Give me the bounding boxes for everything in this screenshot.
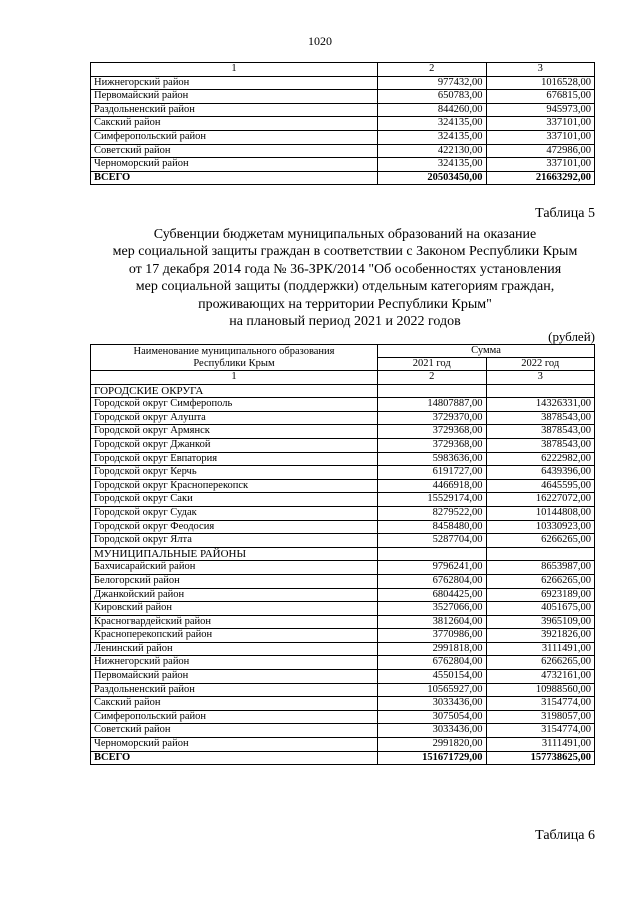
row-name: Городской округ Феодосия [91, 520, 378, 534]
table-row [91, 117, 595, 131]
colnum-3: 3 [486, 371, 595, 385]
row-value-1: 3033436,00 [378, 724, 487, 738]
row-value-1: 3770986,00 [378, 629, 487, 643]
row-value-2: 3878543,00 [486, 411, 595, 425]
section-row [91, 384, 595, 398]
table-row [91, 425, 595, 439]
row-value-2: 3154774,00 [486, 724, 595, 738]
table-row [91, 130, 595, 144]
colnum-2: 2 [378, 63, 487, 77]
table-row [91, 629, 595, 643]
table-row [91, 520, 595, 534]
row-name: Симферопольский район [91, 130, 378, 144]
row-value-1: 3729368,00 [378, 438, 487, 452]
row-value-2: 3111491,00 [486, 642, 595, 656]
row-name: Черноморский район [91, 738, 378, 752]
row-value-2: 6266265,00 [486, 656, 595, 670]
row-value-2: 3154774,00 [486, 697, 595, 711]
row-value-1: 3527066,00 [378, 602, 487, 616]
row-value-2: 14326331,00 [486, 398, 595, 412]
header-2021: 2021 год [378, 358, 487, 371]
row-name: Сакский район [91, 697, 378, 711]
row-value-1: 977432,00 [378, 76, 487, 90]
row-name: Городской округ Судак [91, 506, 378, 520]
table-row [91, 479, 595, 493]
row-value-1: 422130,00 [378, 144, 487, 158]
row-value-1: 3033436,00 [378, 697, 487, 711]
row-name: Раздольненский район [91, 683, 378, 697]
row-name: Джанкойский район [91, 588, 378, 602]
row-value-2: 21663292,00 [486, 171, 595, 185]
table-row [91, 103, 595, 117]
row-value-1: 2991820,00 [378, 738, 487, 752]
row-name: Черноморский район [91, 158, 378, 172]
row-value-2: 945973,00 [486, 103, 595, 117]
table-row [91, 738, 595, 752]
colnum-1: 1 [91, 63, 378, 77]
row-value-2: 676815,00 [486, 90, 595, 104]
table-row [91, 670, 595, 684]
table-row [91, 506, 595, 520]
empty-cell [378, 547, 487, 561]
title-line: на плановый период 2021 и 2022 годов [229, 314, 461, 330]
table-row [91, 534, 595, 548]
row-value-1: 844260,00 [378, 103, 487, 117]
table-row [91, 656, 595, 670]
row-value-2: 6266265,00 [486, 534, 595, 548]
colnum-2: 2 [378, 371, 487, 385]
row-name: Сакский район [91, 117, 378, 131]
row-value-1: 8279522,00 [378, 506, 487, 520]
row-value-1: 4466918,00 [378, 479, 487, 493]
table-row [91, 710, 595, 724]
table-row [91, 90, 595, 104]
row-value-1: 20503450,00 [378, 171, 487, 185]
table-row [91, 697, 595, 711]
table-row [91, 438, 595, 452]
row-value-1: 6804425,00 [378, 588, 487, 602]
row-name: Городской округ Саки [91, 493, 378, 507]
row-value-2: 16227072,00 [486, 493, 595, 507]
row-name: Ленинский район [91, 642, 378, 656]
header-name [91, 345, 378, 371]
table-header-row [91, 63, 595, 77]
table-5-title [80, 226, 610, 330]
row-value-1: 9796241,00 [378, 561, 487, 575]
row-value-1: 3075054,00 [378, 710, 487, 724]
row-name: Городской округ Армянск [91, 425, 378, 439]
row-value-1: 2991818,00 [378, 642, 487, 656]
row-value-1: 3729370,00 [378, 411, 487, 425]
title-line: мер социальной защиты (поддержки) отдельным категориям граждан, [135, 279, 555, 295]
table-row [91, 158, 595, 172]
row-name: Красноперекопский район [91, 629, 378, 643]
row-value-2: 337101,00 [486, 130, 595, 144]
table-row [91, 615, 595, 629]
table-5-label: Таблица 5 [535, 206, 595, 221]
row-value-2: 10144808,00 [486, 506, 595, 520]
title-line: от 17 декабря 2014 года № 36-ЗРК/2014 "Об особенностях установления [128, 261, 562, 277]
row-value-1: 14807887,00 [378, 398, 487, 412]
table-row [91, 683, 595, 697]
row-name: ВСЕГО [91, 751, 378, 765]
row-value-1: 5287704,00 [378, 534, 487, 548]
row-value-2: 3921826,00 [486, 629, 595, 643]
table-6-label: Таблица 6 [535, 828, 595, 843]
row-value-1: 3812604,00 [378, 615, 487, 629]
row-value-1: 15529174,00 [378, 493, 487, 507]
table-row [91, 642, 595, 656]
row-value-1: 6762804,00 [378, 574, 487, 588]
header-name-line: Республики Крым [193, 357, 275, 369]
row-name: Советский район [91, 724, 378, 738]
row-name: Бахчисарайский район [91, 561, 378, 575]
row-name: Городской округ Джанкой [91, 438, 378, 452]
row-value-1: 650783,00 [378, 90, 487, 104]
row-value-1: 3729368,00 [378, 425, 487, 439]
section-title: МУНИЦИПАЛЬНЫЕ РАЙОНЫ [91, 547, 378, 561]
header-name-line: Наименование муниципального образования [133, 345, 335, 357]
row-name: Симферопольский район [91, 710, 378, 724]
table-row [91, 588, 595, 602]
empty-cell [486, 384, 595, 398]
row-value-1: 8458480,00 [378, 520, 487, 534]
row-value-2: 472986,00 [486, 144, 595, 158]
header-sum: Сумма [378, 345, 595, 358]
table-5 [90, 344, 595, 765]
row-value-1: 4550154,00 [378, 670, 487, 684]
row-value-2: 1016528,00 [486, 76, 595, 90]
section-row [91, 547, 595, 561]
table-row [91, 452, 595, 466]
row-name: Кировский район [91, 602, 378, 616]
table-continued [90, 62, 595, 185]
table-row [91, 724, 595, 738]
title-line: мер социальной защиты граждан в соответствии с Законом Республики Крым [112, 244, 578, 260]
header-2022: 2022 год [486, 358, 595, 371]
row-name: Советский район [91, 144, 378, 158]
page-number: 1020 [308, 34, 332, 48]
row-name: Городской округ Алушта [91, 411, 378, 425]
row-value-2: 337101,00 [486, 117, 595, 131]
row-value-1: 5983636,00 [378, 452, 487, 466]
row-value-1: 10565927,00 [378, 683, 487, 697]
row-value-1: 6762804,00 [378, 656, 487, 670]
row-value-2: 157738625,00 [486, 751, 595, 765]
table-row [91, 561, 595, 575]
table-row [91, 398, 595, 412]
empty-cell [486, 547, 595, 561]
colnum-3: 3 [486, 63, 595, 77]
title-line: Субвенции бюджетам муниципальных образований на оказание [153, 227, 537, 242]
row-value-2: 3965109,00 [486, 615, 595, 629]
row-value-1: 324135,00 [378, 117, 487, 131]
row-name: Нижнегорский район [91, 76, 378, 90]
row-value-1: 324135,00 [378, 158, 487, 172]
row-value-2: 3878543,00 [486, 425, 595, 439]
row-value-2: 10988560,00 [486, 683, 595, 697]
row-value-2: 3111491,00 [486, 738, 595, 752]
table-row [91, 466, 595, 480]
row-name: Городской округ Евпатория [91, 452, 378, 466]
row-name: Первомайский район [91, 670, 378, 684]
row-value-1: 324135,00 [378, 130, 487, 144]
row-value-2: 4051675,00 [486, 602, 595, 616]
units-label: (рублей) [548, 329, 595, 344]
row-value-2: 10330923,00 [486, 520, 595, 534]
row-value-2: 337101,00 [486, 158, 595, 172]
row-value-2: 4645595,00 [486, 479, 595, 493]
row-name: Белогорский район [91, 574, 378, 588]
row-value-1: 6191727,00 [378, 466, 487, 480]
row-value-2: 6266265,00 [486, 574, 595, 588]
row-name: Городской округ Ялта [91, 534, 378, 548]
total-row [91, 751, 595, 765]
row-value-2: 6923189,00 [486, 588, 595, 602]
row-name: ВСЕГО [91, 171, 378, 185]
empty-cell [378, 384, 487, 398]
table-row [91, 574, 595, 588]
row-value-2: 3878543,00 [486, 438, 595, 452]
section-title: ГОРОДСКИЕ ОКРУГА [91, 384, 378, 398]
total-row [91, 171, 595, 185]
table-row [91, 76, 595, 90]
row-value-2: 6439396,00 [486, 466, 595, 480]
table-row [91, 411, 595, 425]
row-value-2: 8653987,00 [486, 561, 595, 575]
row-name: Городской округ Красноперекопск [91, 479, 378, 493]
row-name: Нижнегорский район [91, 656, 378, 670]
row-name: Первомайский район [91, 90, 378, 104]
table-row [91, 493, 595, 507]
row-name: Городской округ Симферополь [91, 398, 378, 412]
title-line: проживающих на территории Республики Крым" [198, 296, 492, 312]
colnum-1: 1 [91, 371, 378, 385]
row-name: Красногвардейский район [91, 615, 378, 629]
table-header-row [91, 345, 595, 358]
row-name: Раздольненский район [91, 103, 378, 117]
row-value-2: 4732161,00 [486, 670, 595, 684]
table-row [91, 144, 595, 158]
row-value-1: 151671729,00 [378, 751, 487, 765]
row-name: Городской округ Керчь [91, 466, 378, 480]
row-value-2: 6222982,00 [486, 452, 595, 466]
table-row [91, 602, 595, 616]
row-value-2: 3198057,00 [486, 710, 595, 724]
colnum-row [91, 371, 595, 385]
